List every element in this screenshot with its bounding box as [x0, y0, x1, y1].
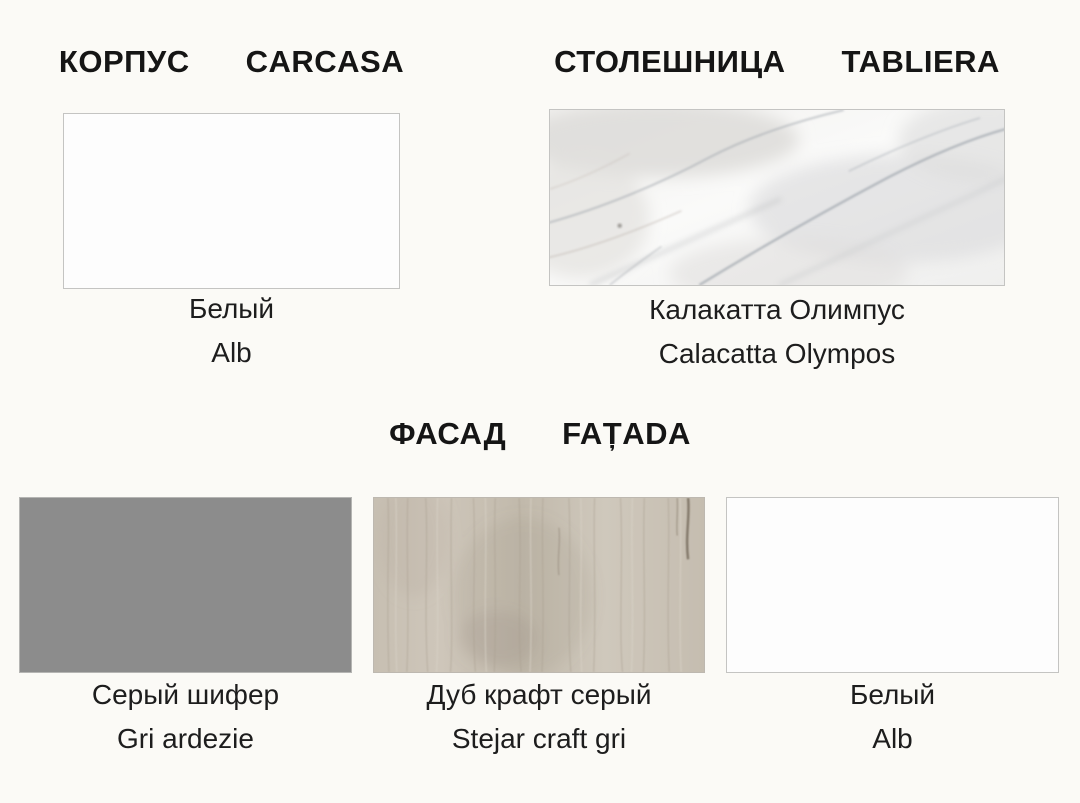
countertop-swatch-labels [549, 295, 1005, 369]
facade-swatch-oak-labels [373, 680, 705, 754]
carcass-swatch-labels [63, 294, 400, 368]
carcass-color-name-ru: Белый [188, 293, 275, 324]
countertop-heading-ru: СТОЛЕШНИЦА [554, 44, 786, 79]
marble-texture [550, 110, 1004, 285]
facade-swatch-gray-labels [19, 680, 352, 754]
carcass-heading-ru: КОРПУС [58, 44, 190, 79]
facade-gray-name-ro: Gri ardezie [117, 723, 254, 754]
carcass-swatch-white [63, 113, 400, 289]
wood-texture [374, 498, 704, 672]
countertop-section-heading [549, 44, 1005, 80]
facade-oak-name-ro: Stejar craft gri [451, 723, 627, 754]
facade-heading-ro: FAȚADA [562, 416, 691, 451]
facade-heading-ru: ФАСАД [389, 416, 507, 451]
countertop-heading-ro: TABLIERA [841, 44, 1000, 79]
facade-white-name-ru: Белый [849, 679, 936, 710]
facade-swatch-craft-oak [373, 497, 705, 673]
facade-swatch-gray-slate [19, 497, 352, 673]
facade-section-heading [0, 416, 1080, 452]
facade-swatch-white-labels [726, 680, 1059, 754]
facade-white-name-ro: Alb [872, 723, 913, 754]
facade-oak-name-ru: Дуб крафт серый [426, 679, 652, 710]
carcass-heading-ro: CARCASA [245, 44, 405, 79]
countertop-swatch-marble [549, 109, 1005, 286]
carcass-color-name-ro: Alb [211, 337, 252, 368]
countertop-color-name-ro: Calacatta Olympos [658, 338, 896, 369]
carcass-section-heading [58, 44, 405, 80]
countertop-color-name-ru: Калакатта Олимпус [649, 294, 905, 325]
facade-swatch-white [726, 497, 1059, 673]
facade-gray-name-ru: Серый шифер [91, 679, 280, 710]
